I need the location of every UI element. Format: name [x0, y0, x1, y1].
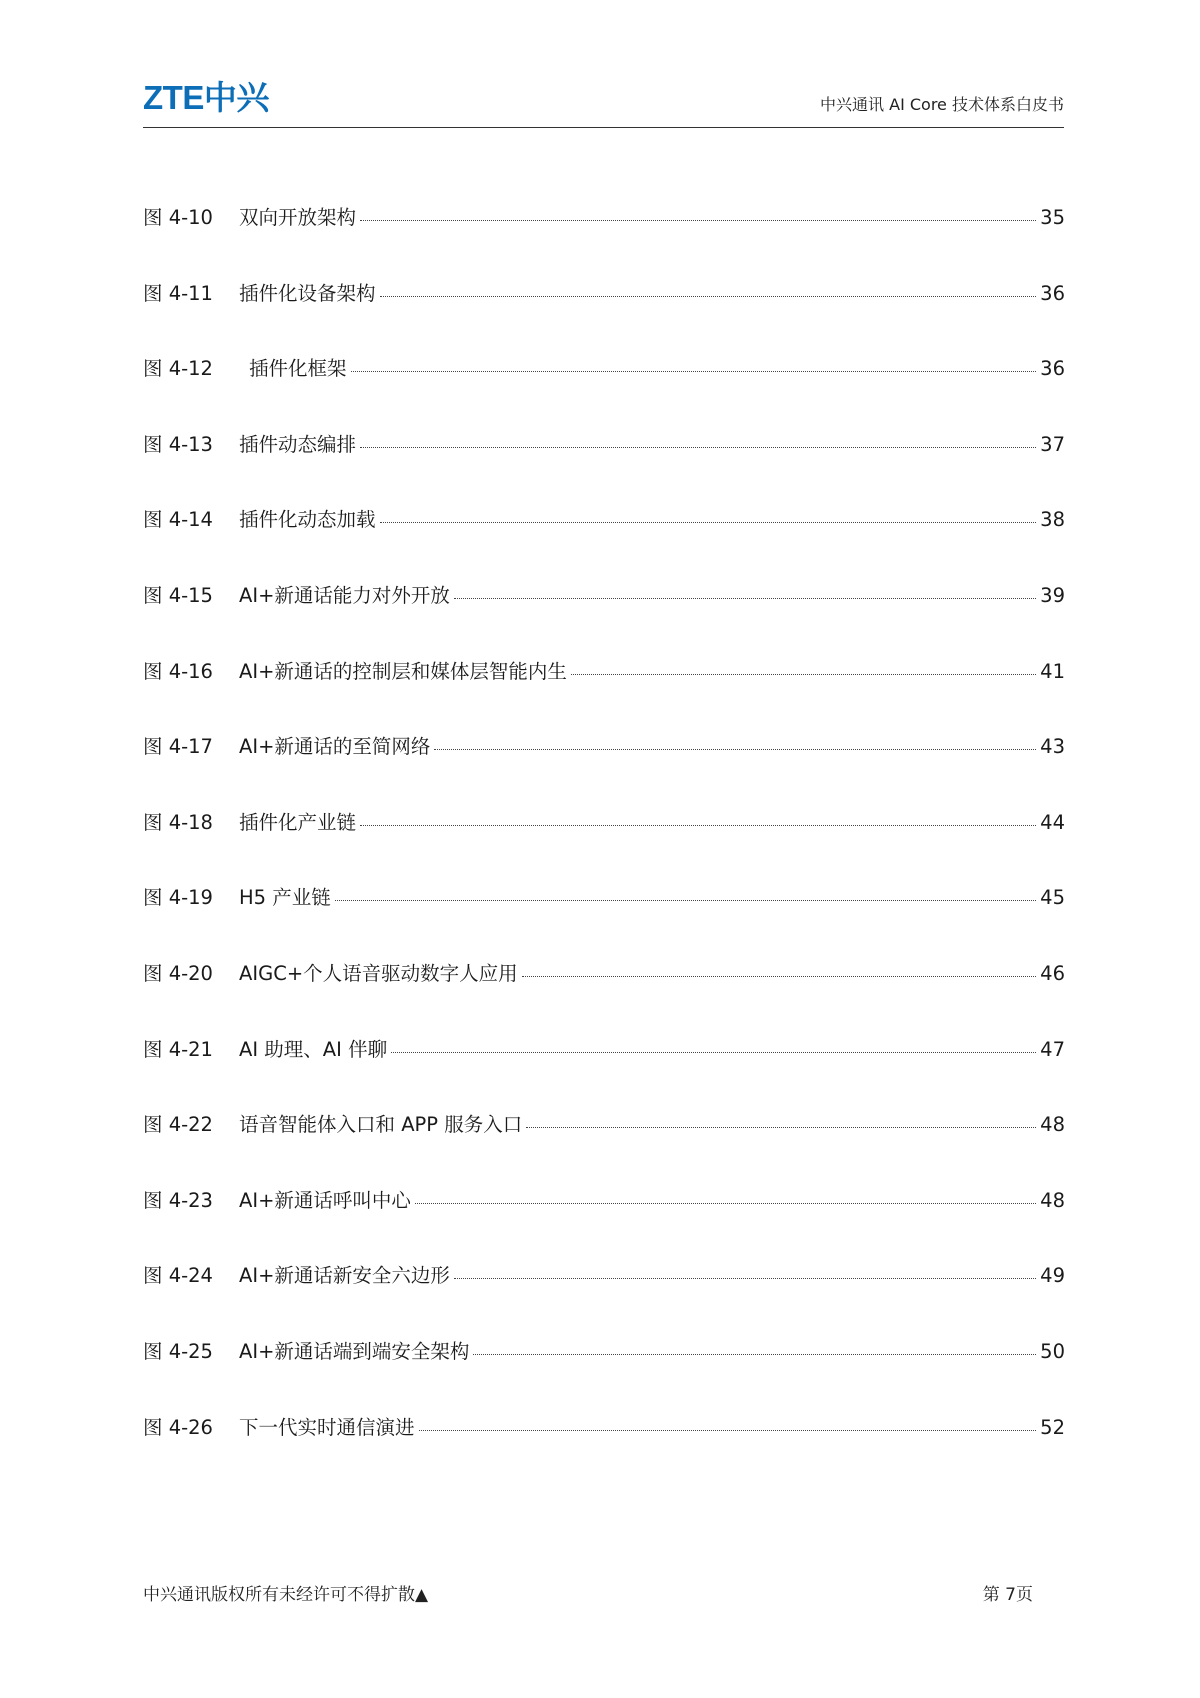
figure-number: 图 4-26	[143, 1415, 213, 1439]
page-footer	[143, 1580, 1033, 1610]
page-indicator: 第 7页	[982, 1585, 1033, 1605]
toc-entry[interactable]	[143, 805, 1065, 881]
toc-entry[interactable]	[143, 729, 1065, 805]
page-number: 36	[1040, 357, 1065, 381]
toc-entry[interactable]	[143, 1183, 1065, 1259]
figure-caption: 插件化产业链	[239, 810, 357, 834]
figure-number: 图 4-10	[143, 206, 213, 230]
toc-entry[interactable]	[143, 502, 1065, 578]
dot-leader	[360, 825, 1036, 826]
figure-number: 图 4-20	[143, 962, 213, 986]
figure-caption: AI+新通话的控制层和媒体层智能内生	[239, 659, 567, 683]
page-number: 41	[1040, 659, 1065, 683]
dot-leader	[360, 220, 1036, 221]
toc-entry[interactable]	[143, 276, 1065, 352]
copyright-notice: 中兴通讯版权所有未经许可不得扩散▲	[143, 1585, 429, 1605]
dot-leader	[419, 1430, 1037, 1431]
toc-entry[interactable]	[143, 1032, 1065, 1108]
figure-caption: AI+新通话端到端安全架构	[239, 1340, 470, 1363]
dot-leader	[351, 371, 1037, 372]
page-number: 44	[1040, 810, 1065, 834]
toc-entry[interactable]	[143, 351, 1065, 427]
dot-leader	[473, 1354, 1036, 1355]
dot-leader	[522, 976, 1037, 977]
page-number: 43	[1040, 735, 1065, 759]
toc-entry[interactable]	[143, 427, 1065, 503]
page-number: 52	[1040, 1415, 1065, 1439]
toc-entry[interactable]	[143, 880, 1065, 956]
figure-number: 图 4-15	[143, 584, 213, 608]
toc-entry[interactable]	[143, 1410, 1065, 1486]
toc-entry[interactable]	[143, 578, 1065, 654]
page-number: 36	[1040, 281, 1065, 305]
dot-leader	[415, 1203, 1036, 1204]
dot-leader	[434, 749, 1036, 750]
zte-logo: ZTE中兴	[143, 79, 269, 116]
dot-leader	[380, 522, 1037, 523]
page-number: 46	[1040, 962, 1065, 986]
dot-leader	[380, 296, 1037, 297]
figure-number: 图 4-19	[143, 886, 213, 910]
figure-caption: 插件动态编排	[239, 432, 357, 456]
figure-number: 图 4-22	[143, 1113, 213, 1137]
toc-entry[interactable]	[143, 200, 1065, 276]
dot-leader	[526, 1127, 1036, 1128]
dot-leader	[335, 900, 1036, 901]
figure-caption: 插件化动态加载	[239, 508, 376, 532]
page-number: 48	[1040, 1113, 1065, 1137]
page-number: 39	[1040, 584, 1065, 608]
figure-caption: AI+新通话新安全六边形	[239, 1264, 450, 1288]
figure-caption: H5 产业链	[239, 886, 331, 910]
figure-number: 图 4-24	[143, 1264, 213, 1288]
dot-leader	[360, 447, 1036, 448]
toc-entry[interactable]	[143, 1258, 1065, 1334]
dot-leader	[454, 598, 1036, 599]
header-divider	[143, 127, 1064, 128]
figure-caption: AI 助理、AI 伴聊	[239, 1037, 388, 1061]
figure-caption: 插件化设备架构	[239, 281, 376, 305]
figure-caption: AI+新通话呼叫中心	[239, 1188, 411, 1212]
figure-number: 图 4-23	[143, 1188, 213, 1212]
figure-number: 图 4-12	[143, 357, 213, 381]
figure-number: 图 4-14	[143, 508, 213, 532]
page-number: 37	[1040, 432, 1065, 456]
page-number: 38	[1040, 508, 1065, 532]
figure-caption: 语音智能体入口和 APP 服务入口	[239, 1113, 523, 1137]
figure-number: 图 4-17	[143, 735, 213, 759]
figure-caption: 插件化框架	[249, 357, 347, 381]
page-number: 35	[1040, 206, 1065, 230]
figure-caption: AI+新通话的至简网络	[239, 735, 431, 759]
figure-number: 图 4-25	[143, 1340, 213, 1363]
dot-leader	[571, 674, 1036, 675]
figure-number: 图 4-13	[143, 432, 213, 456]
toc-entry[interactable]	[143, 956, 1065, 1032]
figure-number: 图 4-21	[143, 1037, 213, 1061]
figure-caption: AI+新通话能力对外开放	[239, 584, 450, 608]
page-number: 50	[1040, 1340, 1065, 1363]
toc-entry[interactable]	[143, 1107, 1065, 1183]
figure-number: 图 4-16	[143, 659, 213, 683]
toc-entry[interactable]	[143, 654, 1065, 730]
dot-leader	[454, 1278, 1036, 1279]
figure-number: 图 4-11	[143, 281, 213, 305]
toc-entry[interactable]	[143, 1334, 1065, 1410]
page-number: 49	[1040, 1264, 1065, 1288]
dot-leader	[391, 1052, 1036, 1053]
figure-caption: 双向开放架构	[239, 206, 357, 230]
figure-caption: AIGC+个人语音驱动数字人应用	[239, 962, 518, 986]
page-number: 45	[1040, 886, 1065, 910]
page-number: 47	[1040, 1037, 1065, 1061]
table-of-figures	[143, 200, 1065, 1485]
figure-caption: 下一代实时通信演进	[239, 1415, 415, 1439]
document-title: 中兴通讯 AI Core 技术体系白皮书	[820, 95, 1064, 114]
figure-number: 图 4-18	[143, 810, 213, 834]
page-number: 48	[1040, 1188, 1065, 1212]
page-header	[143, 78, 1064, 128]
